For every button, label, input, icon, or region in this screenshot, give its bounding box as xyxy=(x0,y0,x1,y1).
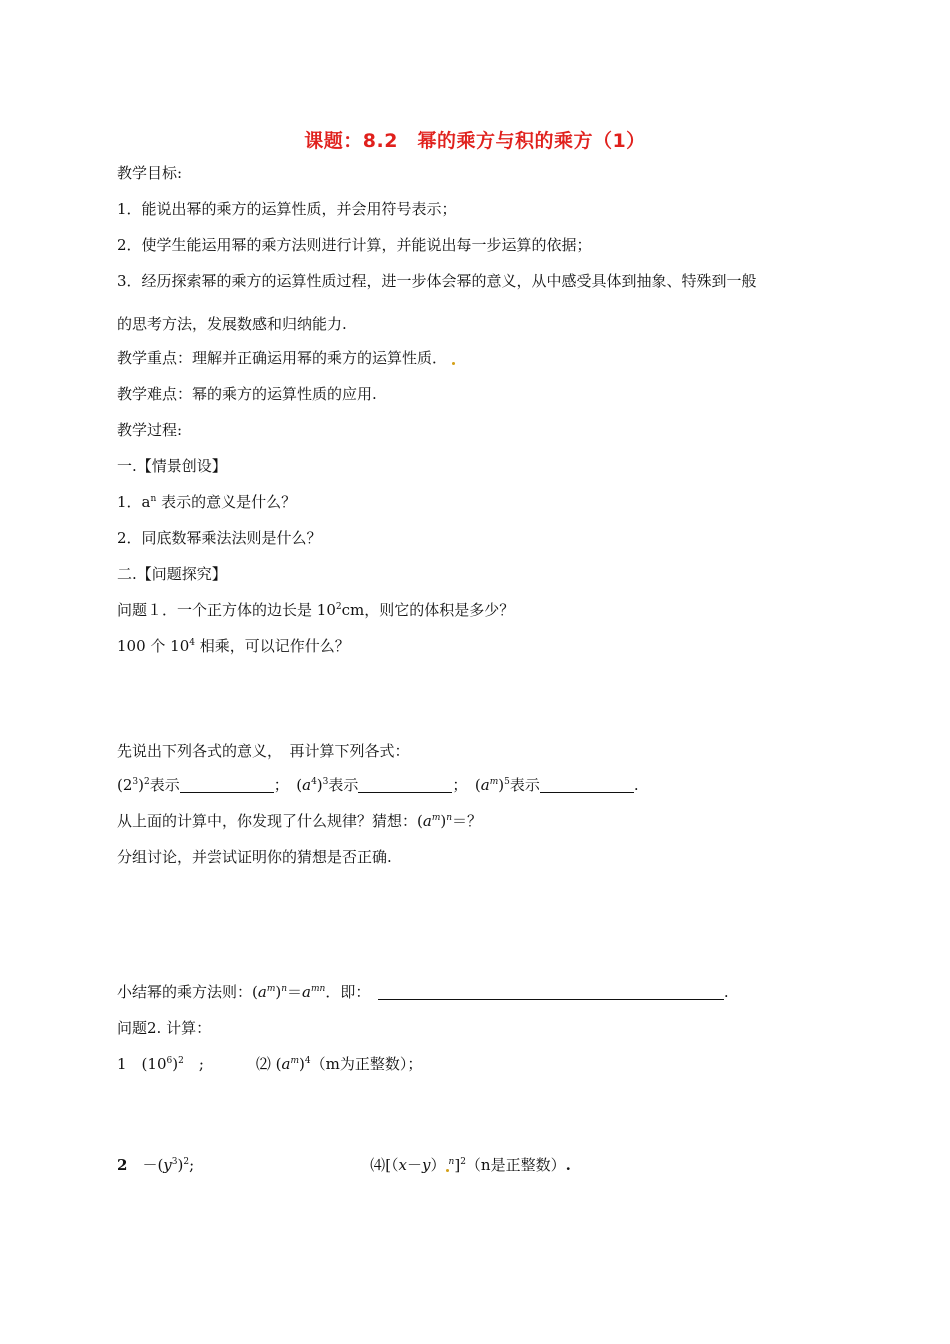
problem-1: 问题１．一个正方体的边长是 $10^2cm$，则它的体积是多少？ xyxy=(117,601,515,619)
page-title: 课题：8.2 幂的乘方与积的乘方（1） xyxy=(304,130,646,152)
difficulty: 教学难点：幂的乘方的运算性质的应用. xyxy=(117,385,377,403)
answer-blank-3[interactable] xyxy=(540,778,634,793)
expression-row: $(2^3)^2$表示 ； $(a^4)^3$表示 ； $(a^m)^5$表示 . xyxy=(117,776,639,794)
summary-rule: 小结幂的乘方法则：$(a^m)^n=a^{mn}$．即： . xyxy=(117,983,729,1001)
objective-3-line1: 3．经历探索幂的乘方的运算性质过程，进一步体会幂的意义，从中感受具体到抽象、特殊到一般 xyxy=(117,272,757,290)
section-1-heading: 一.【情景创设】 xyxy=(117,457,227,475)
answer-blank-1[interactable] xyxy=(180,778,274,793)
dot-mark xyxy=(452,362,455,365)
explain-intro: 先说出下列各式的意义， 再计算下列各式： xyxy=(117,742,410,760)
process-heading: 教学过程: xyxy=(117,421,183,439)
objective-1: 1．能说出幂的乘方的运算性质，并会用符号表示； xyxy=(117,200,457,218)
key-point: 教学重点：理解并正确运用幂的乘方的运算性质． xyxy=(117,348,455,368)
section-2-heading: 二.【问题探究】 xyxy=(117,565,227,583)
problem-2-items-row1: 1 $(10^6)^2$ ; ⑵ $(a^m)^4(m$为正整数）； xyxy=(117,1055,423,1073)
problem-2-heading: 问题2. 计算： xyxy=(117,1019,212,1037)
problem-1-part-2: 100 个 $10^4$ 相乘，可以记作什么？ xyxy=(117,637,350,655)
discuss: 分组讨论，并尝试证明你的猜想是否正确. xyxy=(117,848,392,866)
answer-blank-2[interactable] xyxy=(358,778,452,793)
summary-blank[interactable] xyxy=(378,985,724,1000)
rule-question: 从上面的计算中，你发现了什么规律？猜想：$(a^m)^n=$？ xyxy=(117,812,483,830)
problem-2-items-row2: 2 $-(y^3)^2$; ⑷[（x－y） $^n$]$^2$（n是正整数）. xyxy=(117,1156,571,1174)
question-1: 1．$a^n$ 表示的意义是什么？ xyxy=(117,493,297,511)
objective-3-line2: 的思考方法，发展数感和归纳能力. xyxy=(117,315,347,333)
dot-mark xyxy=(446,1169,449,1172)
objectives-heading: 教学目标: xyxy=(117,164,183,182)
objective-2: 2．使学生能运用幂的乘方法则进行计算，并能说出每一步运算的依据； xyxy=(117,236,592,254)
question-2: 2．同底数幂乘法法则是什么？ xyxy=(117,529,322,547)
